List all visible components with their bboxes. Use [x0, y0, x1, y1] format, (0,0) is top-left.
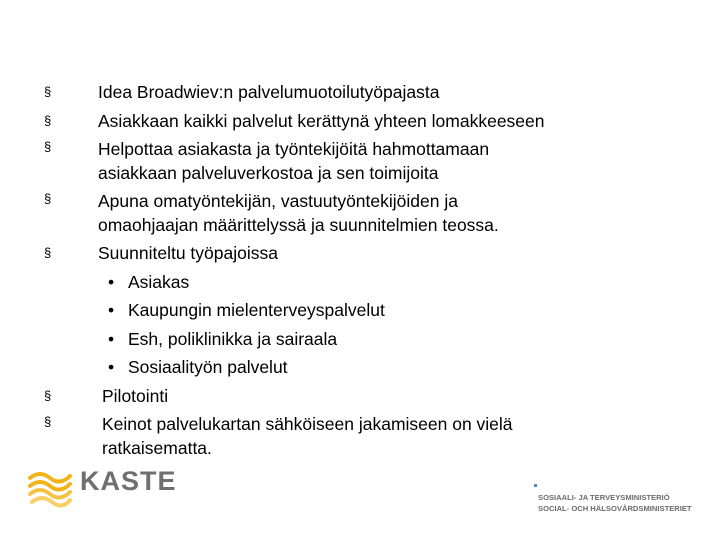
- ministry-name-fi: SOSIAALI- JA TERVEYSMINISTERIÖ: [538, 493, 670, 502]
- sub-bullet-text: Esh, poliklinikka ja sairaala: [128, 328, 338, 349]
- bullet-marker: §: [44, 112, 52, 128]
- bullet-list: [44, 78, 684, 462]
- kaste-logo-text: KASTE: [80, 466, 177, 496]
- ministry-logo: [532, 492, 720, 514]
- sub-bullet-marker: •: [108, 357, 115, 377]
- ministry-square-icon: [534, 484, 537, 487]
- sub-bullet-item: [44, 296, 684, 325]
- bullet-item: [44, 382, 684, 411]
- bullet-marker: §: [44, 84, 52, 99]
- bullet-marker: §: [44, 414, 52, 429]
- bullet-item: [44, 187, 684, 239]
- sub-bullet-item: [44, 325, 684, 354]
- bullet-text: Asiakkaan kaikki palvelut kerättynä yhteen lomakkeeseen: [98, 110, 545, 131]
- sub-bullet-marker: •: [108, 271, 115, 292]
- bullet-text-line-2: omaohjaajan määrittelyssä ja suunnitelmien teossa.: [98, 215, 499, 235]
- bullet-item: [44, 107, 684, 136]
- bullet-marker: §: [44, 387, 52, 403]
- kaste-wave-icon: [28, 466, 74, 512]
- bullet-marker: §: [44, 139, 52, 154]
- bullet-item: [44, 78, 684, 107]
- sub-bullet-item: [44, 268, 684, 297]
- bullet-item: [44, 410, 684, 462]
- bullet-text-line-2: ratkaisematta.: [102, 438, 212, 458]
- sub-bullet-marker: •: [108, 328, 115, 349]
- bullet-text-line-1: Apuna omatyöntekijän, vastuutyöntekijöiden ja: [98, 191, 458, 211]
- bullet-marker: §: [44, 191, 52, 206]
- sub-bullet-marker: •: [108, 300, 115, 320]
- bullet-item: [44, 239, 684, 268]
- sub-bullet-text: Kaupungin mielenterveyspalvelut: [128, 300, 385, 320]
- bullet-text-line-2: asiakkaan palveluverkostoa ja sen toimijoita: [98, 163, 439, 183]
- sub-bullet-text: Asiakas: [128, 271, 190, 292]
- bullet-text: Idea Broadwiev:n palvelumuotoilutyöpajasta: [98, 82, 440, 102]
- sub-bullet-text: Sosiaalityön palvelut: [128, 357, 288, 377]
- ministry-name-sv: SOCIAL- OCH HÄLSOVÅRDSMINISTERIET: [538, 504, 692, 513]
- bullet-marker: §: [44, 245, 52, 260]
- bullet-text-line-1: Helpottaa asiakasta ja työntekijöitä hahmottamaan: [98, 139, 490, 159]
- bullet-text: Suunniteltu työpajoissa: [98, 243, 278, 263]
- bullet-text-line-1: Keinot palvelukartan sähköiseen jakamiseen on vielä: [102, 414, 513, 434]
- bullet-item: [44, 135, 684, 187]
- bullet-text: Pilotointi: [102, 385, 169, 406]
- sub-bullet-item: [44, 353, 684, 382]
- kaste-logo: [28, 466, 177, 514]
